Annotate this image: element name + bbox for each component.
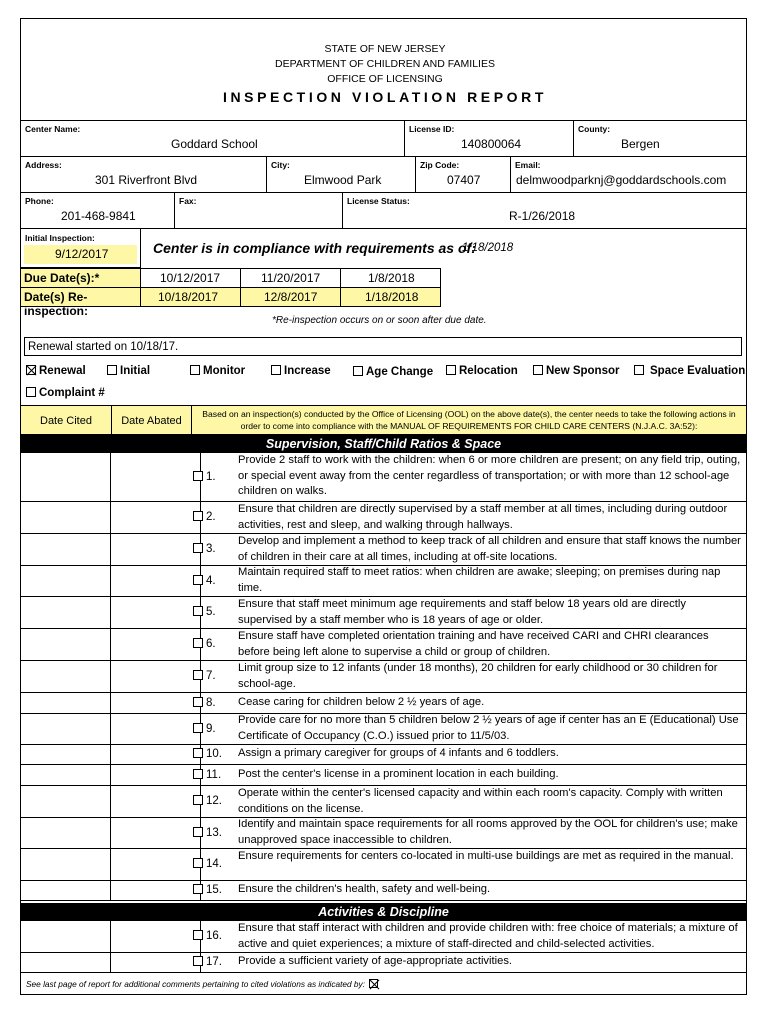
- date-cited-cell[interactable]: [21, 597, 111, 628]
- violation-number-label: 9.: [206, 723, 216, 735]
- address-value[interactable]: 301 Riverfront Blvd: [95, 173, 198, 187]
- option-new-sponsor[interactable]: [533, 365, 619, 377]
- violation-number[interactable]: [193, 723, 216, 735]
- date-cited-cell[interactable]: [21, 881, 111, 900]
- footer-note: [26, 979, 378, 989]
- checkbox[interactable]: [193, 606, 203, 616]
- reinspection-date-2-cell: [240, 287, 341, 307]
- violation-number[interactable]: [193, 471, 216, 483]
- license-id-cell: [404, 120, 574, 157]
- violation-row: [21, 693, 746, 714]
- option-renewal[interactable]: [26, 365, 86, 377]
- date-cited-cell[interactable]: [21, 453, 111, 501]
- violation-text: Ensure the children's health, safety and well-being.: [238, 883, 491, 895]
- license-status-cell: [342, 192, 747, 229]
- checkbox[interactable]: [193, 884, 203, 894]
- county-label: County:: [578, 124, 611, 134]
- violation-number[interactable]: [193, 606, 216, 618]
- remarks-text: Renewal started on 10/18/17.: [28, 341, 179, 353]
- due-date-1-cell: [140, 268, 241, 288]
- violation-number[interactable]: [193, 670, 216, 682]
- date-cited-cell[interactable]: [21, 661, 111, 692]
- email-label: Email:: [515, 160, 541, 170]
- checkbox[interactable]: [193, 858, 203, 868]
- checkbox[interactable]: [353, 366, 363, 376]
- option-label: Complaint #: [39, 387, 105, 399]
- checkbox[interactable]: [193, 795, 203, 805]
- violation-text: Ensure that staff interact with children and provide children with: free choice of materials; a mixture of active and quiet experiences; a mixture of staff-directed and child-selected activities.: [238, 922, 738, 950]
- checkbox[interactable]: [193, 827, 203, 837]
- email-cell: [510, 156, 747, 193]
- phone-cell: [20, 192, 175, 229]
- checkbox[interactable]: [193, 511, 203, 521]
- license-id-value[interactable]: 140800064: [461, 137, 522, 151]
- option-age-change[interactable]: [353, 366, 433, 378]
- due-date-2[interactable]: 11/20/2017: [261, 271, 321, 285]
- violation-row: [21, 534, 746, 566]
- comment-indicator-icon: [369, 979, 378, 988]
- initial-inspection-value[interactable]: 9/12/2017: [55, 247, 109, 261]
- checkbox[interactable]: [193, 956, 203, 966]
- checkbox[interactable]: [190, 365, 200, 375]
- date-cited-cell[interactable]: [21, 786, 111, 817]
- checkbox[interactable]: [193, 748, 203, 758]
- email-value[interactable]: delmwoodparknj@goddardschools.com: [516, 173, 727, 187]
- remarks-box[interactable]: [24, 337, 742, 356]
- violation-number-label: 16.: [206, 930, 222, 942]
- violation-number-label: 11.: [206, 769, 222, 781]
- zip-value[interactable]: 07407: [447, 173, 481, 187]
- city-label: City:: [271, 160, 290, 170]
- violation-number-label: 2.: [206, 511, 216, 523]
- violation-row: [21, 786, 746, 818]
- reinspection-date-3[interactable]: 1/18/2018: [365, 290, 419, 304]
- date-cited-cell[interactable]: [21, 693, 111, 713]
- violation-number[interactable]: [193, 748, 222, 760]
- date-abated-cell[interactable]: [111, 921, 201, 952]
- option-label: Age Change: [366, 366, 434, 378]
- date-abated-cell[interactable]: [111, 818, 201, 848]
- fax-cell: [174, 192, 343, 229]
- center-name-cell: [20, 120, 405, 157]
- date-cited-label: Date Cited: [40, 415, 92, 427]
- date-abated-cell[interactable]: [111, 566, 201, 596]
- violation-row: [21, 453, 746, 502]
- violation-row: [21, 745, 746, 765]
- violation-row: [21, 921, 746, 953]
- option-label: Initial: [120, 365, 151, 377]
- reinspection-date-2[interactable]: 12/8/2017: [264, 290, 318, 304]
- license-status-label: License Status:: [347, 196, 410, 206]
- reinspection-label: Date(s) Re-inspection:: [24, 290, 89, 318]
- date-abated-cell[interactable]: [111, 693, 201, 713]
- checkbox[interactable]: [193, 769, 203, 779]
- checkbox[interactable]: [193, 670, 203, 680]
- violation-text: Assign a primary caregiver for groups of 4 infants and 6 toddlers.: [238, 747, 559, 759]
- checkbox[interactable]: [193, 930, 203, 940]
- center-name-label: Center Name:: [25, 124, 81, 134]
- violation-row: [21, 765, 746, 786]
- department-heading: DEPARTMENT OF CHILDREN AND FAMILIES: [275, 58, 495, 70]
- compliance-statement: Center is in compliance with requirements as of:: [153, 240, 476, 256]
- option-space-evaluation[interactable]: [634, 365, 745, 377]
- option-monitor[interactable]: [190, 365, 245, 377]
- due-date-2-cell: [240, 268, 341, 288]
- date-cited-cell[interactable]: [21, 534, 111, 565]
- reinspection-date-1-cell: [140, 287, 241, 307]
- due-date-3[interactable]: 1/8/2018: [368, 271, 415, 285]
- date-cited-cell[interactable]: [21, 745, 111, 764]
- violation-number-label: 5.: [206, 606, 216, 618]
- checkbox[interactable]: [193, 471, 203, 481]
- violation-number-label: 10.: [206, 748, 222, 760]
- address-cell: [20, 156, 267, 193]
- violation-number-label: 7.: [206, 670, 216, 682]
- checkbox[interactable]: [193, 543, 203, 553]
- date-abated-cell[interactable]: [111, 534, 201, 565]
- checkbox[interactable]: [193, 638, 203, 648]
- date-abated-cell[interactable]: [111, 765, 201, 785]
- due-dates-label-cell: [20, 268, 141, 288]
- checkbox[interactable]: [193, 575, 203, 585]
- violation-row: [21, 502, 746, 534]
- checkbox[interactable]: [533, 365, 543, 375]
- license-id-label: License ID:: [409, 124, 455, 134]
- checkbox[interactable]: [107, 365, 117, 375]
- date-abated-cell[interactable]: [111, 597, 201, 628]
- violation-text: Post the center's license in a prominent location in each building.: [238, 768, 559, 780]
- checkbox[interactable]: [193, 697, 203, 707]
- violation-row: [21, 953, 746, 973]
- section-header: Supervision, Staff/Child Ratios & Space: [21, 435, 746, 453]
- violation-number-label: 4.: [206, 575, 216, 587]
- violation-number-label: 6.: [206, 638, 216, 650]
- date-abated-cell[interactable]: [111, 881, 201, 900]
- violation-number[interactable]: [193, 956, 222, 968]
- option-relocation[interactable]: [446, 365, 518, 377]
- date-abated-cell[interactable]: [111, 502, 201, 533]
- option-complaint[interactable]: [26, 387, 105, 399]
- violation-number[interactable]: [193, 769, 221, 781]
- phone-value[interactable]: 201-468-9841: [61, 209, 136, 223]
- date-cited-cell[interactable]: [21, 953, 111, 972]
- checkbox[interactable]: [26, 365, 36, 375]
- violation-text: Provide a sufficient variety of age-appropriate activities.: [238, 955, 513, 967]
- state-heading: STATE OF NEW JERSEY: [324, 43, 446, 55]
- date-abated-cell[interactable]: [111, 953, 201, 972]
- zip-label: Zip Code:: [420, 160, 460, 170]
- center-name-value[interactable]: Goddard School: [171, 137, 258, 151]
- date-abated-cell[interactable]: [111, 453, 201, 501]
- date-abated-cell[interactable]: [111, 661, 201, 692]
- violation-row: [21, 661, 746, 693]
- violation-number-label: 8.: [206, 697, 216, 709]
- due-dates-label: Due Date(s):*: [24, 271, 100, 285]
- option-initial[interactable]: [107, 365, 150, 377]
- checkbox[interactable]: [193, 723, 203, 733]
- license-status-value[interactable]: R-1/26/2018: [509, 209, 576, 223]
- date-cited-cell[interactable]: [21, 765, 111, 785]
- date-cited-header: [20, 405, 112, 435]
- violation-row: [21, 597, 746, 629]
- instructions-text: Based on an inspection(s) conducted by the Office of Licensing (OOL) on the above date(s), the center needs to take the following actions in order to come into compliance with the MANUAL OF REQUIREMENTS FOR CHILD CARE CENTERS (N.J.A.C. 3A:52):: [202, 409, 736, 431]
- violation-text: Operate within the center's licensed capacity and within each room's capacity. Comply with written conditions on the license.: [238, 787, 723, 815]
- checkbox[interactable]: [446, 365, 456, 375]
- date-abated-cell[interactable]: [111, 714, 201, 744]
- city-cell: [266, 156, 416, 193]
- violation-text: Ensure staff have completed orientation training and have received CARI and CHRI clearances before being left alone to supervise a child or group of children.: [238, 630, 709, 658]
- violation-number-label: 1.: [206, 471, 216, 483]
- option-label: Space Evaluation: [650, 365, 746, 377]
- zip-cell: [415, 156, 511, 193]
- date-cited-cell[interactable]: [21, 566, 111, 596]
- violation-text: Cease caring for children below 2 ½ years of age.: [238, 696, 485, 708]
- violation-number-label: 12.: [206, 795, 222, 807]
- section-header: Activities & Discipline: [21, 903, 746, 921]
- compliance-date[interactable]: 1/18/2018: [462, 242, 514, 254]
- checkbox[interactable]: [634, 365, 644, 375]
- option-label: Increase: [284, 365, 331, 377]
- violation-text: Maintain required staff to meet ratios: when children are awake; sleeping; on premises during nap time.: [238, 566, 721, 594]
- violation-row: [21, 849, 746, 881]
- violation-text: Ensure that children are directly supervised by a staff member at all times, including during outdoor activities, rest and sleep, and walking through hallways.: [238, 503, 728, 531]
- date-abated-cell[interactable]: [111, 849, 201, 880]
- violation-number[interactable]: [193, 575, 216, 587]
- date-cited-cell[interactable]: [21, 629, 111, 660]
- instructions-header: [191, 405, 747, 435]
- violation-number-label: 13.: [206, 827, 222, 839]
- violation-text: Provide care for no more than 5 children below 2 ½ years of age if center has an E (Educational) Use Certificate of Occupancy (C.O.) issued prior to 11/5/03.: [238, 714, 739, 742]
- violation-number[interactable]: [193, 858, 222, 870]
- due-date-3-cell: [340, 268, 441, 288]
- reinspection-date-3-cell: [340, 287, 441, 307]
- date-cited-cell[interactable]: [21, 921, 111, 952]
- violation-row: [21, 566, 746, 597]
- violation-number[interactable]: [193, 511, 216, 523]
- date-abated-label: Date Abated: [121, 415, 182, 427]
- report-title: INSPECTION VIOLATION REPORT: [222, 89, 548, 105]
- date-cited-cell[interactable]: [21, 502, 111, 533]
- date-abated-cell[interactable]: [111, 629, 201, 660]
- violation-row: [21, 818, 746, 849]
- option-label: Relocation: [459, 365, 518, 377]
- reinspection-note: *Re-inspection occurs on or soon after due date.: [272, 315, 487, 326]
- city-value[interactable]: Elmwood Park: [304, 173, 382, 187]
- violation-number-label: 14.: [206, 858, 222, 870]
- option-label: Monitor: [203, 365, 246, 377]
- checkbox[interactable]: [271, 365, 281, 375]
- date-cited-cell[interactable]: [21, 849, 111, 880]
- county-value[interactable]: Bergen: [621, 137, 660, 151]
- violation-number[interactable]: [193, 827, 222, 839]
- date-abated-cell[interactable]: [111, 786, 201, 817]
- violation-number[interactable]: [193, 930, 222, 942]
- date-cited-cell[interactable]: [21, 818, 111, 848]
- option-label: Renewal: [39, 365, 86, 377]
- violation-number[interactable]: [193, 795, 222, 807]
- violation-number-label: 3.: [206, 543, 216, 555]
- violation-number[interactable]: [193, 697, 216, 709]
- due-date-1[interactable]: 10/12/2017: [160, 271, 221, 285]
- county-cell: [573, 120, 747, 157]
- fax-label: Fax:: [179, 196, 197, 206]
- violation-text: Ensure requirements for centers co-located in multi-use buildings are met as required in the manual.: [238, 850, 734, 862]
- violation-number[interactable]: [193, 638, 216, 650]
- violation-number[interactable]: [193, 884, 222, 896]
- violation-number[interactable]: [193, 543, 216, 555]
- violation-text: Limit group size to 12 infants (under 18 months), 20 children for early childhood or 30 children for school-age.: [238, 662, 718, 690]
- date-abated-cell[interactable]: [111, 745, 201, 764]
- office-heading: OFFICE OF LICENSING: [327, 73, 443, 85]
- initial-inspection-cell: [20, 228, 141, 268]
- checkbox[interactable]: [26, 387, 36, 397]
- violation-text: Develop and implement a method to keep track of all children and ensure that staff knows the number of children in their care at all times, including at off-site locations.: [238, 535, 741, 563]
- date-abated-header: [111, 405, 192, 435]
- violation-row: [21, 881, 746, 901]
- violation-number-label: 17.: [206, 956, 222, 968]
- option-label: New Sponsor: [546, 365, 620, 377]
- violation-text: Identify and maintain space requirements for all rooms approved by the OOL for children's use; make unapproved space inaccessible to children.: [238, 818, 738, 846]
- address-label: Address:: [25, 160, 62, 170]
- violation-number-label: 15.: [206, 884, 222, 896]
- footer-text: See last page of report for additional comments pertaining to cited violations as indicated by:: [26, 979, 365, 989]
- violation-text: Ensure that staff meet minimum age requirements and staff below 18 years old are directly supervised by a staff member who is 18 years of age or older.: [238, 598, 686, 626]
- phone-label: Phone:: [25, 196, 54, 206]
- violation-row: [21, 629, 746, 661]
- initial-inspection-label: Initial Inspection:: [25, 233, 95, 243]
- violation-text: Provide 2 staff to work with the children: when 6 or more children are present; on any field trip, outing, or special event away from the center regardless of transportation; or with more than 12 school-age children on walks.: [238, 454, 741, 497]
- violation-row: [21, 714, 746, 745]
- reinspection-label-cell: [20, 287, 141, 318]
- option-increase[interactable]: [271, 365, 331, 377]
- date-cited-cell[interactable]: [21, 714, 111, 744]
- reinspection-date-1[interactable]: 10/18/2017: [158, 290, 219, 304]
